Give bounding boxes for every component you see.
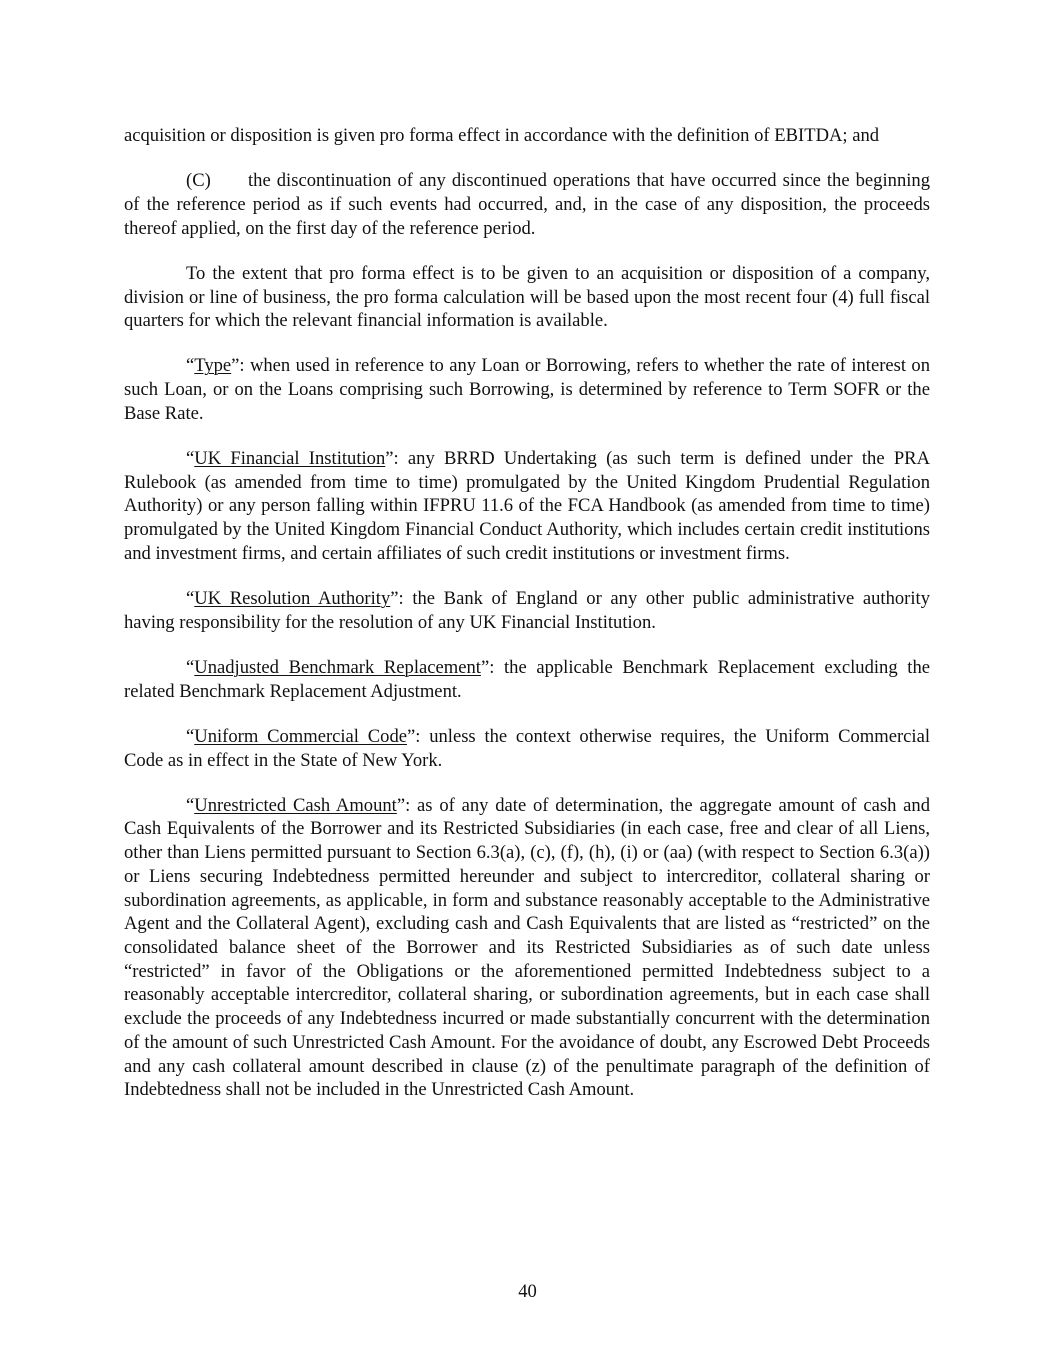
definition-text: ”: the Bank of England or any other public administrative authority having responsibility for the resolution of any UK Financial Institution.	[124, 588, 930, 633]
definition-type	[124, 354, 930, 425]
definition-text: ”: unless the context otherwise requires, the Uniform Commercial Code as in effect in the State of New York.	[124, 725, 930, 771]
open-quote: “	[186, 725, 195, 747]
open-quote: “	[186, 588, 195, 610]
defined-term: Unrestricted Cash Amount	[194, 794, 397, 816]
defined-term: Uniform Commercial Code	[194, 725, 407, 747]
page-number: 40	[518, 1281, 537, 1302]
definition-uk-resolution-authority	[124, 587, 930, 634]
defined-term: UK Financial Institution	[194, 448, 386, 470]
paragraph-text: To the extent that pro forma effect is to be given to an acquisition or disposition of a company, division or line of business, the pro forma calculation will be based upon the most recent four (4) full fiscal quarters for which the relevant financial information is available.	[124, 262, 930, 332]
definition-unadjusted-benchmark-replacement	[124, 656, 930, 703]
definition-text: ”: the applicable Benchmark Replacement excluding the related Benchmark Replacement Adjustment.	[124, 656, 930, 702]
definition-unrestricted-cash-amount	[124, 794, 930, 1102]
open-quote: “	[186, 794, 195, 816]
open-quote: “	[186, 355, 195, 377]
definition-text: ”: when used in reference to any Loan or Borrowing, refers to whether the rate of interest on such Loan, or on the Loans comprising such Borrowing, is determined by reference to Term SOFR or the Base Rate.	[124, 355, 930, 424]
definition-text: ”: as of any date of determination, the aggregate amount of cash and Cash Equivalents of the Borrower and its Restricted Subsidiaries (in each case, free and clear of all Liens, other than Liens permitted pursuant to Section 6.3(a), (c), (f), (h), (i) or (aa) (with respect to Section 6.3(a)) or Liens securing Indebtedness permitted hereunder and subject to intercreditor, collateral sharing or subordination agreements, as applicable, in form and substance reasonably acceptable to the Administrative Agent and the Collateral Agent), excluding cash and Cash Equivalents that are listed as “restricted” on the consolidated balance sheet of the Borrower and its Restricted Subsidiaries as of such date unless “restricted” in favor of the Obligations or the aforementioned permitted Indebtedness subject to a reasonably acceptable intercreditor, collateral sharing, or subordination agreements, but in each case shall exclude the proceeds of any Indebtedness incurred or made substantially concurrent with the determination of the amount of such Unrestricted Cash Amount. For the avoidance of doubt, any Escrowed Debt Proceeds and any cash collateral amount described in clause (z) of the penultimate paragraph of the definition of Indebtedness shall not be included in the Unrestricted Cash Amount.	[124, 794, 930, 1101]
definition-text: ”: any BRRD Undertaking (as such term is defined under the PRA Rulebook (as amended from time to time) promulgated by the United Kingdom Prudential Regulation Authority) or any person falling within IFPRU 11.6 of the FCA Handbook (as amended from time to time) promulgated by the United Kingdom Financial Conduct Authority, which includes certain credit institutions and investment firms, and certain affiliates of such credit institutions or investment firms.	[124, 448, 930, 564]
defined-term: Unadjusted Benchmark Replacement	[194, 656, 481, 678]
paragraph-clause-c	[124, 169, 930, 240]
paragraph-text: the discontinuation of any discontinued operations that have occurred since the beginning of the reference period as if such events had occurred, and, in the case of any disposition, the proceeds thereof applied, on the first day of the reference period.	[124, 170, 930, 239]
paragraph-continuation	[124, 124, 930, 148]
defined-term: UK Resolution Authority	[194, 588, 391, 610]
document-page	[124, 124, 930, 1123]
open-quote: “	[186, 656, 195, 678]
paragraph-pro-forma	[124, 262, 930, 333]
definition-uk-financial-institution	[124, 447, 930, 566]
clause-label: (C)	[186, 170, 211, 192]
defined-term: Type	[194, 355, 232, 377]
open-quote: “	[186, 448, 195, 470]
paragraph-text: acquisition or disposition is given pro forma effect in accordance with the definition of EBITDA; and	[124, 125, 880, 146]
definition-uniform-commercial-code	[124, 725, 930, 772]
